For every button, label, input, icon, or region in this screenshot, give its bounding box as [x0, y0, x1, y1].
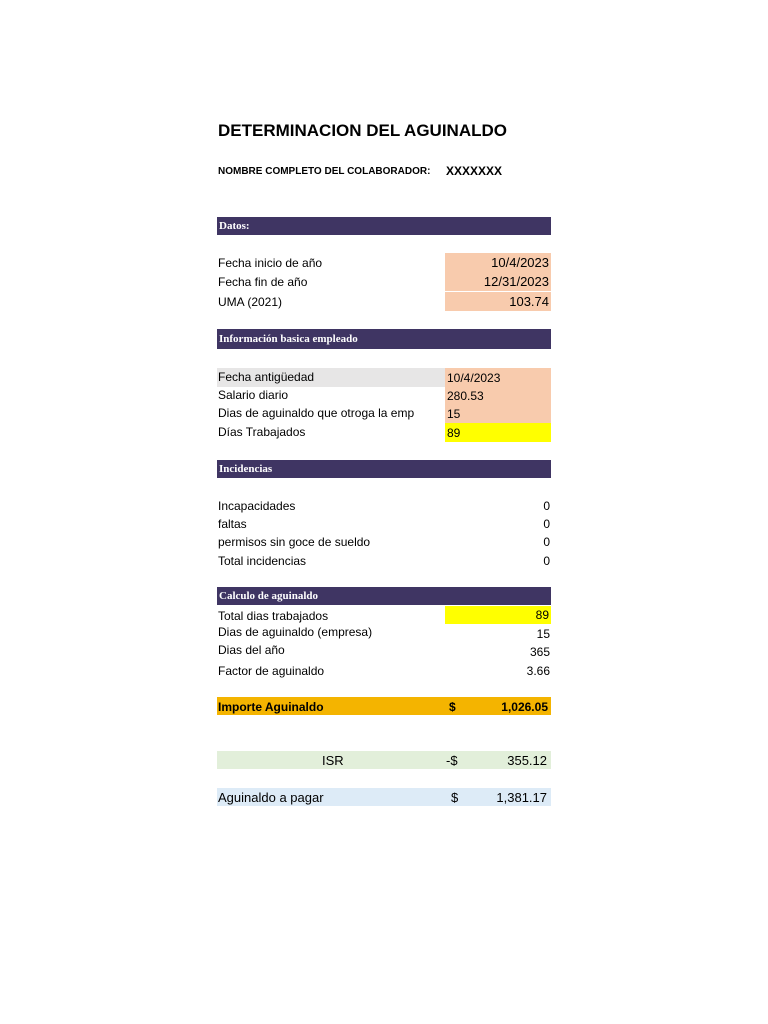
section-header-calculo: Calculo de aguinaldo — [217, 587, 551, 605]
label-daily-salary: Salario diario — [218, 388, 289, 402]
cell-end-date[interactable]: 12/31/2023 — [445, 272, 551, 291]
section-header-empleado: Información basica empleado — [217, 329, 551, 349]
cell-bonus-days[interactable]: 15 — [445, 404, 551, 423]
label-net-bonus: Aguinaldo a pagar — [218, 790, 324, 805]
label-total-incidencias: Total incidencias — [218, 554, 307, 568]
label-days-of-year: Dias del año — [218, 643, 285, 657]
value-total-incidencias: 0 — [543, 554, 550, 568]
label-worked-days: Días Trabajados — [218, 425, 306, 439]
label-bonus-days: Dias de aguinaldo que otroga la emp — [218, 406, 415, 420]
label-isr: ISR — [322, 753, 344, 768]
label-faltas: faltas — [218, 517, 247, 531]
bonus-amount-currency: $ — [449, 700, 456, 714]
label-permisos: permisos sin goce de sueldo — [218, 535, 371, 549]
cell-start-date[interactable]: 10/4/2023 — [445, 253, 551, 272]
section-header-incidencias: Incidencias — [217, 460, 551, 478]
label-total-worked-days: Total dias trabajados — [218, 609, 329, 623]
page-title: DETERMINACION DEL AGUINALDO — [218, 121, 507, 140]
label-end-date: Fecha fin de año — [218, 275, 308, 289]
net-bonus-currency: $ — [451, 790, 459, 805]
label-company-bonus-days: Dias de aguinaldo (empresa) — [218, 625, 373, 639]
value-incapacidades[interactable]: 0 — [543, 499, 550, 513]
isr-currency: -$ — [446, 753, 458, 768]
value-permisos[interactable]: 0 — [543, 535, 550, 549]
value-net-bonus: 1,381.17 — [496, 790, 547, 805]
section-header-datos: Datos: — [217, 217, 551, 235]
value-company-bonus-days: 15 — [536, 627, 550, 641]
label-incapacidades: Incapacidades — [218, 499, 296, 513]
employee-name-value[interactable]: XXXXXXX — [446, 164, 503, 178]
cell-seniority-date[interactable]: 10/4/2023 — [445, 368, 551, 387]
value-bonus-factor: 3.66 — [526, 664, 550, 678]
label-bonus-factor: Factor de aguinaldo — [218, 664, 325, 678]
employee-name-label: NOMBRE COMPLETO DEL COLABORADOR: — [218, 166, 431, 177]
cell-worked-days[interactable]: 89 — [445, 423, 551, 442]
cell-daily-salary[interactable]: 280.53 — [445, 386, 551, 405]
value-isr: 355.12 — [507, 753, 547, 768]
label-bonus-amount: Importe Aguinaldo — [218, 700, 324, 714]
cell-uma[interactable]: 103.74 — [445, 292, 551, 311]
value-faltas[interactable]: 0 — [543, 517, 550, 531]
label-uma: UMA (2021) — [218, 295, 283, 309]
label-seniority-date: Fecha antigüedad — [218, 370, 315, 384]
isr-row — [217, 751, 551, 769]
label-start-date: Fecha inicio de año — [218, 256, 323, 270]
value-days-of-year: 365 — [529, 645, 550, 659]
value-bonus-amount: 1,026.05 — [501, 700, 548, 714]
cell-total-worked-days: 89 — [445, 606, 551, 624]
